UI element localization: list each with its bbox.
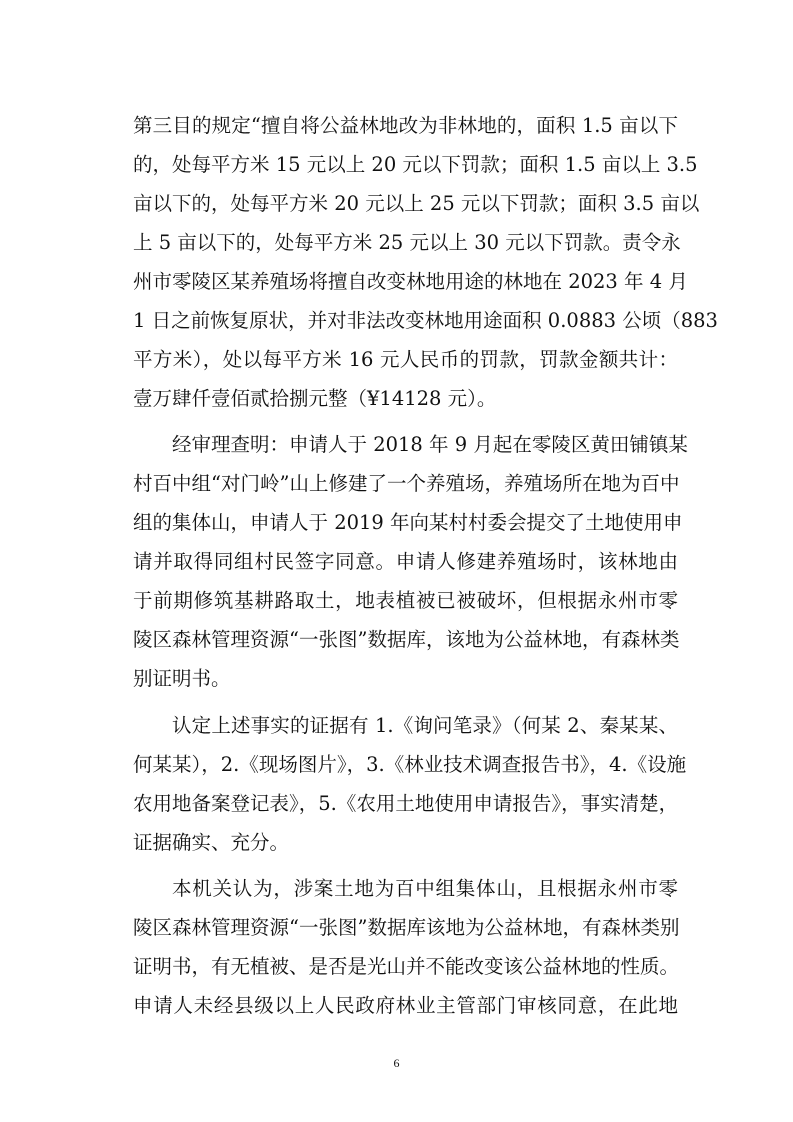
text-line: 组的集体山，申请人于 2019 年向某村村委会提交了土地使用申 <box>133 511 683 534</box>
text-line: 申请人未经县级以上人民政府林业主管部门审核同意，在此地 <box>133 994 678 1017</box>
text-line: 何某某），2.《现场图片》，3.《林业技术调查报告书》，4.《设施 <box>133 753 687 776</box>
paragraph-first-line: 经审理查明：申请人于 2018 年 9 月起在零陵区黄田铺镇某 <box>172 433 688 456</box>
text-line: 别证明书。 <box>133 667 231 690</box>
text-line: 请并取得同组村民签字同意。申请人修建养殖场时，该林地由 <box>133 550 678 573</box>
text-line: 亩以下的，处每平方米 20 元以上 25 元以下罚款；面积 3.5 亩以 <box>133 192 700 215</box>
paragraph-first-line: 本机关认为，涉案土地为百中组集体山，且根据永州市零 <box>172 877 678 900</box>
text-line: 州市零陵区某养殖场将擅自改变林地用途的林地在 2023 年 4 月 <box>133 270 688 293</box>
text-line: 1 日之前恢复原状，并对非法改变林地用途面积 0.0883 公顷（883 <box>133 309 718 332</box>
text-line: 农用地备案登记表》，5.《农用土地使用申请报告》，事实清楚， <box>133 792 679 815</box>
paragraph-first-line: 认定上述事实的证据有 1.《询问笔录》（何某 2、秦某某、 <box>172 714 678 737</box>
text-line: 于前期修筑基耕路取土，地表植被已被破坏，但根据永州市零 <box>133 589 678 612</box>
text-line: 上 5 亩以下的，处每平方米 25 元以上 30 元以下罚款。责令永 <box>133 231 681 254</box>
text-line: 的，处每平方米 15 元以上 20 元以下罚款；面积 1.5 亩以上 3.5 <box>133 153 698 176</box>
page-number: 6 <box>393 1056 400 1070</box>
text-line: 证据确实、充分。 <box>133 831 290 854</box>
text-line: 陵区森林管理资源“一张图”数据库，该地为公益林地，有森林类 <box>133 628 680 651</box>
text-line: 平方米），处以每平方米 16 元人民币的罚款，罚款金额共计： <box>133 348 678 371</box>
text-line: 第三目的规定“擅自将公益林地改为非林地的，面积 1.5 亩以下 <box>133 114 678 137</box>
text-line: 陵区森林管理资源“一张图”数据库该地为公益林地，有森林类别 <box>133 916 680 939</box>
text-line: 村百中组“对门岭”山上修建了一个养殖场，养殖场所在地为百中 <box>133 472 680 495</box>
text-line: 证明书，有无植被、是否是光山并不能改变该公益林地的性质。 <box>133 955 680 978</box>
text-line: 壹万肆仟壹佰贰拾捌元整（¥14128 元）。 <box>133 387 497 410</box>
